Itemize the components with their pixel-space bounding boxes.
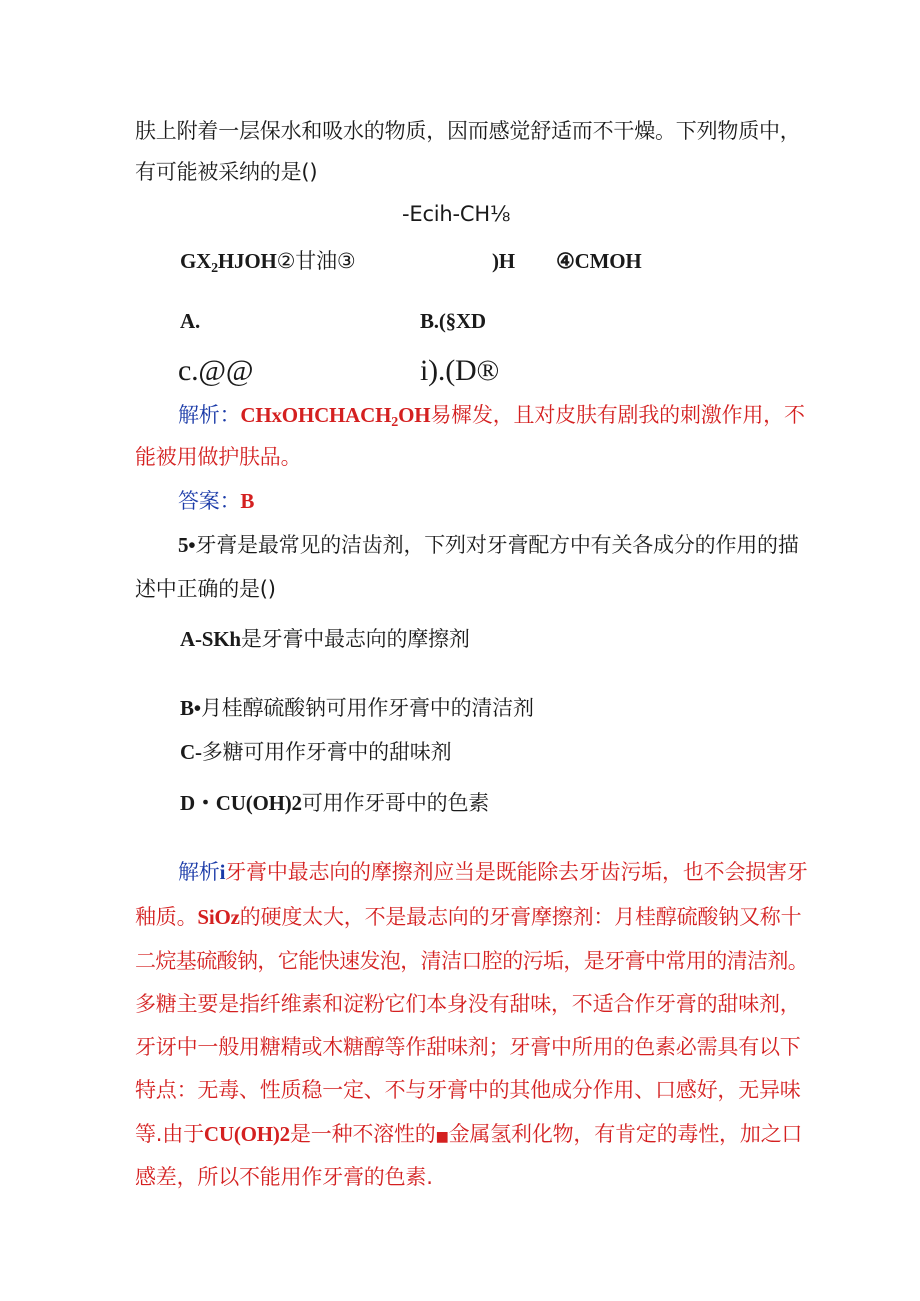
q4-formula bbox=[402, 200, 510, 228]
q5-analysis-line7-square: ■ bbox=[435, 1129, 449, 1145]
q5-option-c-text: 多糖可用作牙膏中的甜味剂 bbox=[201, 740, 452, 764]
q5-stem-line1-text: 牙膏是最常见的洁齿剂，下列对牙膏配方中有关各成分的作用的描 bbox=[195, 533, 799, 557]
q4-analysis-line1 bbox=[178, 401, 805, 437]
q5-analysis-line5-text: 牙讶中一般用糖精或木糖醇等作甜味剂；牙膏中所用的色素必需具有以下 bbox=[135, 1035, 801, 1059]
q4-analysis-formula-sub: 2 bbox=[391, 415, 399, 430]
q5-stem-line2-text: 述中正确的是() bbox=[135, 577, 276, 601]
q4-option-a bbox=[180, 307, 200, 335]
q5-option-b-label: B• bbox=[180, 696, 201, 720]
q5-option-d-label: D・CU(OH)2 bbox=[180, 791, 302, 815]
q5-option-b bbox=[180, 694, 534, 722]
q4-item4 bbox=[556, 247, 641, 275]
q5-analysis-line6-text: 特点：无毒、性质稳一定、不与牙膏中的其他成分作用、口感好，无异味 bbox=[135, 1078, 801, 1102]
q5-option-a bbox=[180, 625, 470, 653]
q5-analysis-line7-c: 是一种不溶性的 bbox=[289, 1122, 436, 1146]
q4-answer-value: B bbox=[240, 489, 255, 513]
q5-analysis-line5 bbox=[135, 1033, 801, 1061]
q5-analysis-line8 bbox=[135, 1163, 433, 1191]
q4-analysis-line2 bbox=[135, 443, 301, 471]
q4-option-c-text: c.@@ bbox=[178, 354, 254, 387]
q4-analysis-formula-b: OH bbox=[398, 403, 431, 427]
q5-number: 5• bbox=[178, 533, 196, 557]
q4-stem-line1-text: 肤上附着一层保水和吸水的物质，因而感觉舒适而不干燥。下列物质中， bbox=[135, 119, 801, 143]
q4-analysis-line2-text: 能被用做护肤品。 bbox=[135, 445, 302, 469]
q4-option-c bbox=[178, 354, 253, 388]
q4-items-left bbox=[180, 247, 356, 283]
q4-option-d bbox=[420, 354, 499, 388]
q5-analysis-line3 bbox=[135, 947, 808, 975]
q5-analysis-line7-formula: CU(OH)2 bbox=[203, 1122, 290, 1146]
q4-item2-label: ②甘油③ bbox=[276, 249, 356, 273]
q4-stem-line1 bbox=[135, 117, 801, 145]
q5-analysis-line4-text: 多糖主要是指纤维素和淀粉它们本身没有甜味，不适合作牙膏的甜味剂， bbox=[135, 992, 801, 1016]
q5-option-d bbox=[180, 789, 489, 817]
q5-option-a-label: A-SKh bbox=[180, 627, 241, 651]
q5-analysis-line3-text: 二烷基硫酸钠，它能快速发泡，清洁口腔的污垢，是牙膏中常用的清洁剂。 bbox=[135, 949, 809, 973]
q4-analysis-line1-text: 易樨发，且对皮肤有剧我的刺激作用，不 bbox=[430, 403, 805, 427]
q5-analysis-label: 解析 bbox=[178, 860, 220, 884]
q5-stem-line1 bbox=[178, 531, 799, 559]
q4-analysis-formula-a: CHxOHCHACH bbox=[240, 403, 392, 427]
q4-item3-text: )H bbox=[492, 249, 515, 273]
q5-analysis-line7 bbox=[135, 1120, 802, 1151]
q5-stem-line2 bbox=[135, 575, 276, 603]
q5-option-a-text: 是牙膏中最志向的摩擦剂 bbox=[240, 627, 470, 651]
q4-analysis-label: 解析： bbox=[178, 403, 241, 427]
q5-analysis-line2-a: 釉质。 bbox=[135, 905, 198, 929]
q5-analysis-line2 bbox=[135, 903, 801, 931]
q4-answer-label: 答案： bbox=[178, 489, 241, 513]
q5-option-c bbox=[180, 738, 451, 766]
q5-analysis-line2-formula: SiOz bbox=[197, 905, 240, 929]
q5-analysis-marker: i bbox=[219, 860, 226, 884]
q4-option-b bbox=[420, 307, 486, 335]
q4-item3 bbox=[492, 247, 515, 275]
q4-stem-line2 bbox=[135, 158, 317, 186]
q4-option-a-text: A. bbox=[180, 309, 201, 333]
q5-analysis-line2-c: 的硬度太大，不是最志向的牙膏摩擦剂：月桂醇硫酸钠又称十 bbox=[239, 905, 802, 929]
q5-analysis-line8-text: 感差，所以不能用作牙膏的色素. bbox=[135, 1165, 433, 1189]
q4-option-d-text: i).(D® bbox=[420, 354, 500, 387]
q4-item1-part-b: HJOH bbox=[217, 249, 277, 273]
q5-option-c-label: C- bbox=[180, 740, 202, 764]
q5-analysis-line7-e: 金属氢利化物，有肯定的毒性，加之口 bbox=[448, 1122, 803, 1146]
q5-option-d-text: 可用作牙哥中的色素 bbox=[301, 791, 490, 815]
q4-item1-subscript: 2 bbox=[211, 261, 218, 276]
q5-analysis-line1 bbox=[178, 858, 808, 886]
q4-stem-line2-text: 有可能被采纳的是() bbox=[135, 160, 318, 184]
q4-item1-part-a: GX bbox=[180, 249, 212, 273]
q4-answer bbox=[178, 487, 254, 515]
q4-item4-text: ④CMOH bbox=[556, 249, 642, 273]
q5-analysis-line1-text: 牙膏中最志向的摩擦剂应当是既能除去牙齿污垢，也不会损害牙 bbox=[225, 860, 808, 884]
q4-formula-text: -Ecih-CH⅛ bbox=[402, 202, 511, 226]
q5-analysis-line4 bbox=[135, 990, 801, 1018]
q4-option-b-text: B.(§XD bbox=[420, 309, 486, 333]
q5-option-b-text: 月桂醇硫酸钠可用作牙膏中的清洁剂 bbox=[200, 696, 534, 720]
q5-analysis-line6 bbox=[135, 1076, 801, 1104]
q5-analysis-line7-a: 等.由于 bbox=[135, 1122, 204, 1146]
